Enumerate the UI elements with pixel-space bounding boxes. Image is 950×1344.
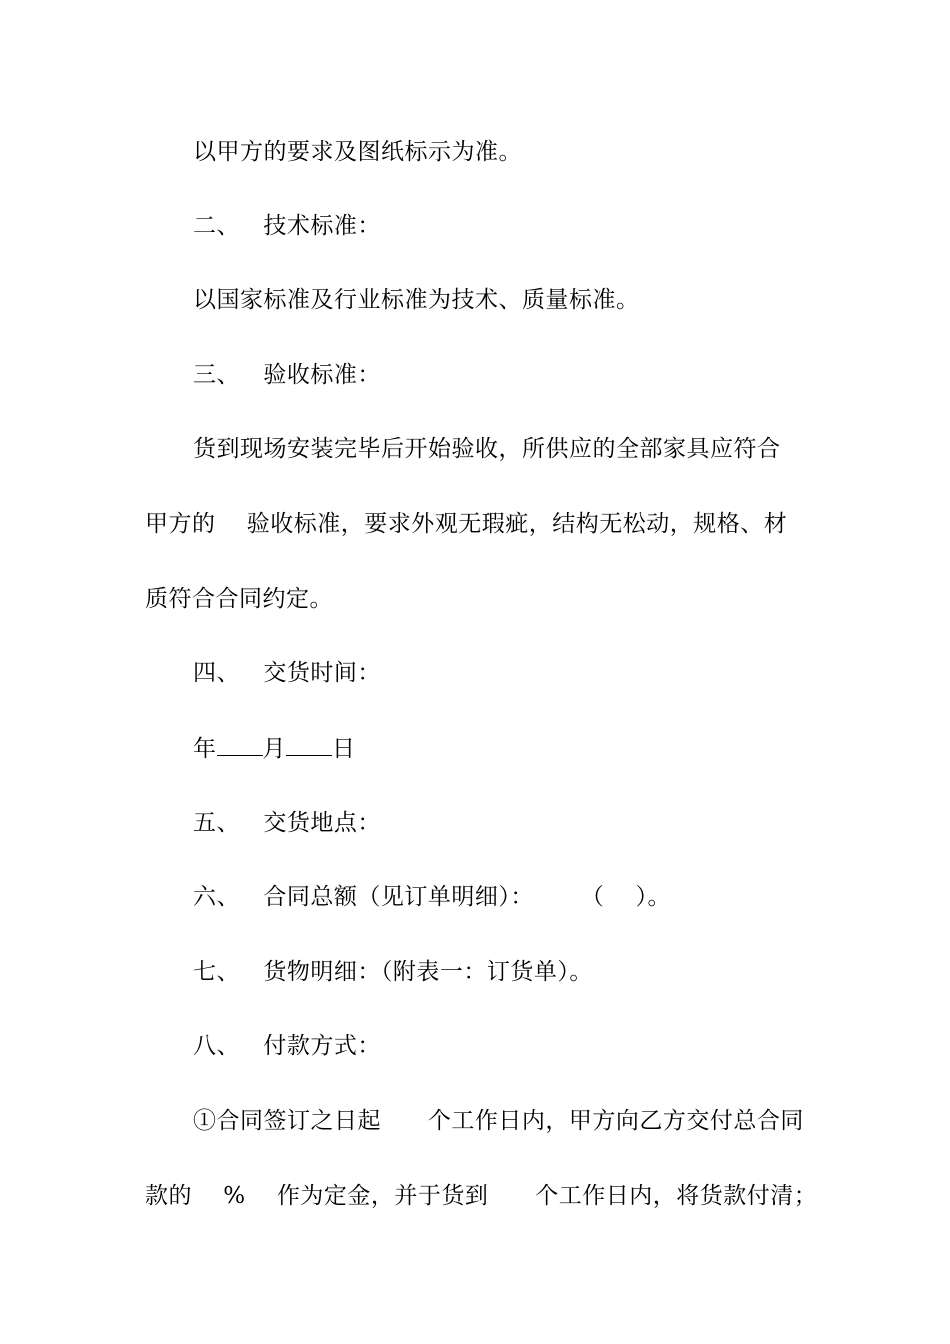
day-label: 日 [332,736,356,762]
heading-delivery-time: 四、 交货时间： [193,660,381,686]
heading-goods-details: 七、 货物明细：（附表一：订货单）。 [193,959,593,985]
month-blank [217,733,263,756]
heading-contract-total: 六、 合同总额（见订单明细）： （ ）。 [193,884,672,910]
heading-delivery-place: 五、 交货地点： [193,810,381,836]
paragraph-acceptance-line-2: 甲方的 验收标准，要求外观无瑕疵，结构无松动，规格、材 [145,511,788,537]
paragraph-acceptance-line-3: 质符合合同约定。 [145,586,333,612]
paragraph-design-basis: 以甲方的要求及图纸标示为准。 [193,139,522,165]
heading-technical-standard: 二、 技术标准： [193,213,381,239]
paragraph-payment-line-2: 款的 % 作为定金，并于货到 个工作日内，将货款付清； [145,1183,818,1209]
delivery-date-line [193,733,356,764]
paragraph-payment-line-1: ①合同签订之日起 个工作日内，甲方向乙方交付总合同 [193,1108,804,1134]
heading-acceptance-standard: 三、 验收标准： [193,362,381,388]
day-blank [286,733,332,756]
year-label: 年 [193,736,217,762]
paragraph-technical-standard: 以国家标准及行业标准为技术、质量标准。 [193,287,640,313]
month-label: 月 [262,736,286,762]
paragraph-acceptance-line-1: 货到现场安装完毕后开始验收，所供应的全部家具应符合 [193,436,781,462]
heading-payment-method: 八、 付款方式： [193,1033,381,1059]
